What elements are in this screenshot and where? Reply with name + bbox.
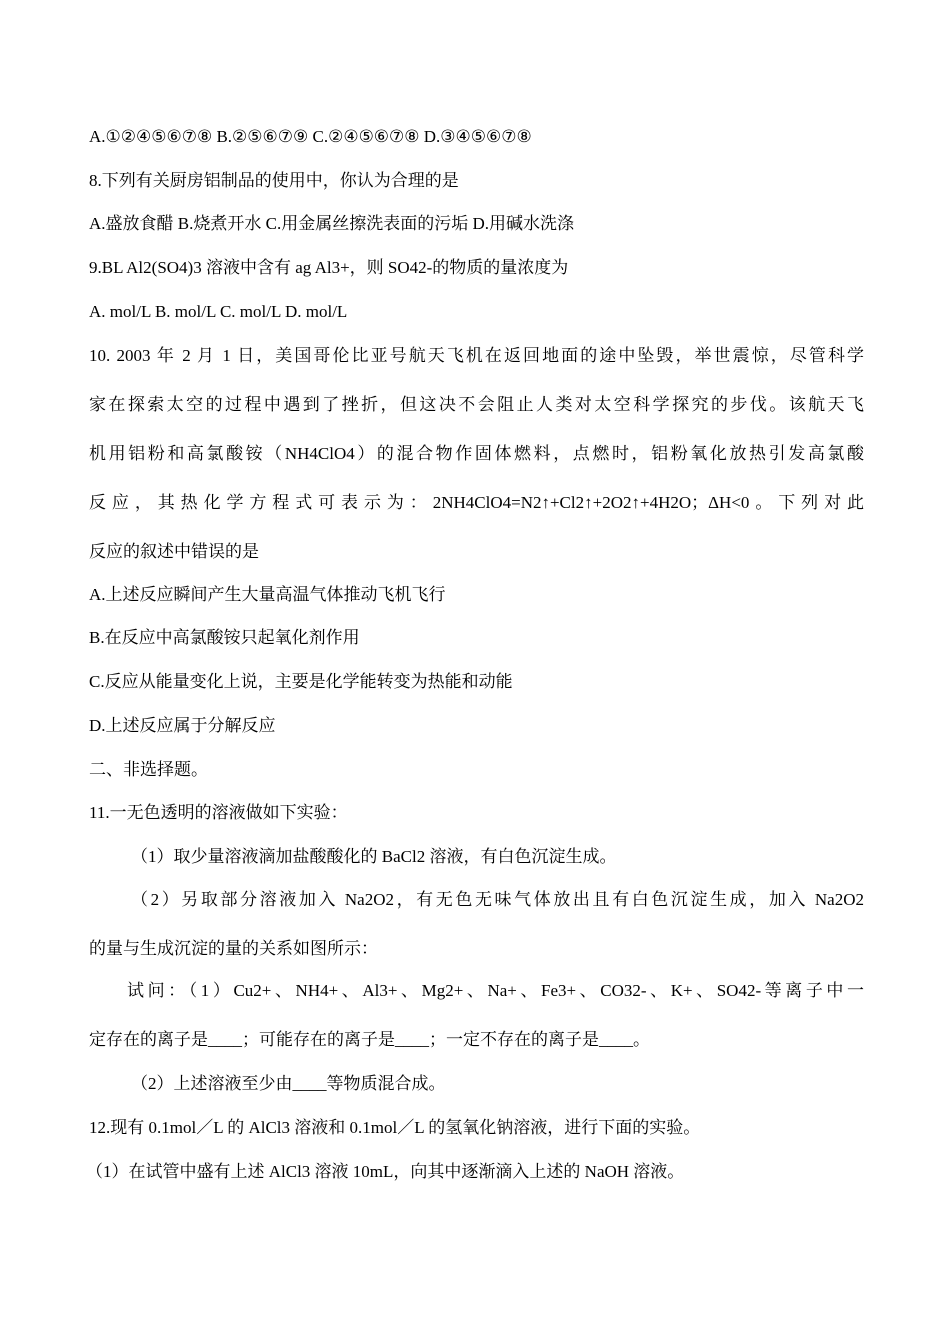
q10-option-c: C.反应从能量变化上说，主要是化学能转变为热能和动能: [89, 672, 513, 691]
q11-question-part-2: （2）上述溶液至少由____等物质混合成。: [131, 1074, 446, 1093]
q9-options: A. mol/L B. mol/L C. mol/L D. mol/L: [89, 302, 348, 321]
q11-question-line-2: 定存在的离子是____；可能存在的离子是____；一定不存在的离子是____。: [89, 1030, 650, 1049]
q7-options: A.①②④⑤⑥⑦⑧ B.②⑤⑥⑦⑨ C.②④⑤⑥⑦⑧ D.③④⑤⑥⑦⑧: [89, 127, 532, 146]
q11-step-2-line-2: 的量与生成沉淀的量的关系如图所示：: [89, 939, 378, 958]
q11-question-line-1: 试问：（1）Cu2+、NH4+、Al3+、Mg2+、Na+、Fe3+、CO32-、K+、SO42-等离子中一: [127, 981, 864, 1000]
q10-line-5: 反应的叙述中错误的是: [89, 542, 259, 561]
q11-step-2-line-1: （2）另取部分溶液加入 Na2O2，有无色无味气体放出且有白色沉淀生成，加入 Na2O2: [131, 890, 864, 909]
q8-stem: 8.下列有关厨房铝制品的使用中，你认为合理的是: [89, 171, 459, 190]
q10-line-1: 10. 2003 年 2 月 1 日，美国哥伦比亚号航天飞机在返回地面的途中坠毁，举世震惊，尽管科学: [89, 346, 864, 365]
q10-line-4: 反应，其热化学方程式可表示为：2NH4ClO4=N2↑+Cl2↑+2O2↑+4H2O；ΔH<0。下列对此: [89, 493, 864, 512]
q12-stem: 12.现有 0.1mol／L 的 AlCl3 溶液和 0.1mol／L 的氢氧化钠溶液，进行下面的实验。: [89, 1118, 701, 1137]
q11-step-1: （1）取少量溶液滴加盐酸酸化的 BaCl2 溶液，有白色沉淀生成。: [131, 847, 617, 866]
q10-option-d: D.上述反应属于分解反应: [89, 716, 276, 735]
q10-option-b: B.在反应中高氯酸铵只起氧化剂作用: [89, 628, 360, 647]
section-heading: 二、非选择题。: [89, 760, 208, 779]
q11-stem: 11.一无色透明的溶液做如下实验：: [89, 803, 348, 822]
q10-line-3: 机用铝粉和高氯酸铵（NH4ClO4）的混合物作固体燃料，点燃时，铝粉氧化放热引发高氯酸: [89, 444, 864, 463]
q8-options: A.盛放食醋 B.烧煮开水 C.用金属丝擦洗表面的污垢 D.用碱水洗涤: [89, 214, 574, 233]
q12-step-1: （1）在试管中盛有上述 AlCl3 溶液 10mL，向其中逐渐滴入上述的 NaOH 溶液。: [86, 1162, 685, 1181]
q10-option-a: A.上述反应瞬间产生大量高温气体推动飞机飞行: [89, 585, 446, 604]
q9-stem: 9.BL Al2(SO4)3 溶液中含有 ag Al3+，则 SO42-的物质的量浓度为: [89, 258, 569, 277]
q10-line-2: 家在探索太空的过程中遇到了挫折，但这决不会阻止人类对太空科学探究的步伐。该航天飞: [89, 395, 864, 414]
